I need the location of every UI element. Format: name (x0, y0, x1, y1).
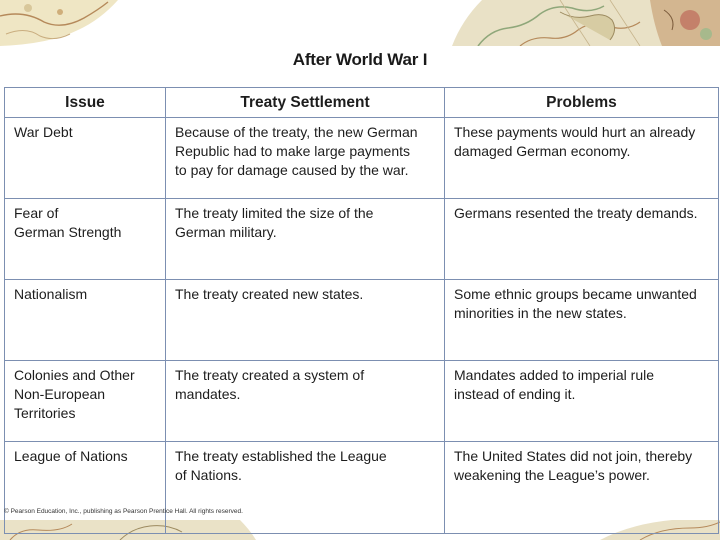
cell-line: War Debt (14, 124, 73, 140)
cell-line: Republic had to make large payments (175, 143, 411, 159)
cell-line: These payments would hurt an already (454, 124, 696, 140)
cell-line: League of Nations (14, 448, 128, 464)
treaty-settlement-cell (166, 118, 445, 199)
cell-line: Fear of (14, 205, 59, 221)
copyright-notice: © Pearson Education, Inc., publishing as Pearson Prentice Hall. All rights reserved. (4, 508, 243, 515)
cell-line: German military. (175, 224, 277, 240)
slide-content (0, 46, 720, 520)
header-issue: Issue (5, 88, 166, 118)
issue-cell (5, 442, 166, 534)
issue-cell (5, 199, 166, 280)
cell-line: The United States did not join, thereby (454, 448, 693, 464)
cell-line: Nationalism (14, 286, 88, 302)
header-problems: Problems (445, 88, 719, 118)
table-row (5, 118, 719, 199)
cell-line: The treaty created new states. (175, 286, 364, 302)
cell-line: mandates. (175, 386, 241, 402)
cell-line: Because of the treaty, the new German (175, 124, 418, 140)
treaty-settlement-cell (166, 361, 445, 442)
cell-line: Territories (14, 405, 76, 421)
cell-line: The treaty established the League (175, 448, 387, 464)
table-row (5, 361, 719, 442)
cell-line: damaged German economy. (454, 143, 631, 159)
header-treaty-settlement: Treaty Settlement (166, 88, 445, 118)
slide-title: After World War I (292, 50, 428, 69)
table-row (5, 280, 719, 361)
problems-cell (445, 442, 719, 534)
problems-cell (445, 361, 719, 442)
treaty-summary-table (4, 87, 719, 534)
treaty-settlement-cell (166, 442, 445, 534)
problems-cell (445, 199, 719, 280)
problems-cell (445, 280, 719, 361)
cell-line: minorities in the new states. (454, 305, 627, 321)
cell-line: Germans resented the treaty demands. (454, 205, 698, 221)
cell-line: The treaty limited the size of the (175, 205, 374, 221)
cell-line: instead of ending it. (454, 386, 576, 402)
issue-cell (5, 361, 166, 442)
cell-line: to pay for damage caused by the war. (175, 162, 409, 178)
table-header-row (5, 88, 719, 118)
treaty-settlement-cell (166, 199, 445, 280)
cell-line: weakening the League’s power. (454, 467, 650, 483)
cell-line: Colonies and Other (14, 367, 135, 383)
cell-line: Mandates added to imperial rule (454, 367, 655, 383)
table-row (5, 199, 719, 280)
issue-cell (5, 280, 166, 361)
cell-line: Non-European (14, 386, 106, 402)
cell-line: Some ethnic groups became unwanted (454, 286, 697, 302)
cell-line: German Strength (14, 224, 122, 240)
cell-line: The treaty created a system of (175, 367, 365, 383)
issue-cell (5, 118, 166, 199)
table-row (5, 442, 719, 534)
cell-line: of Nations. (175, 467, 242, 483)
problems-cell (445, 118, 719, 199)
treaty-settlement-cell (166, 280, 445, 361)
